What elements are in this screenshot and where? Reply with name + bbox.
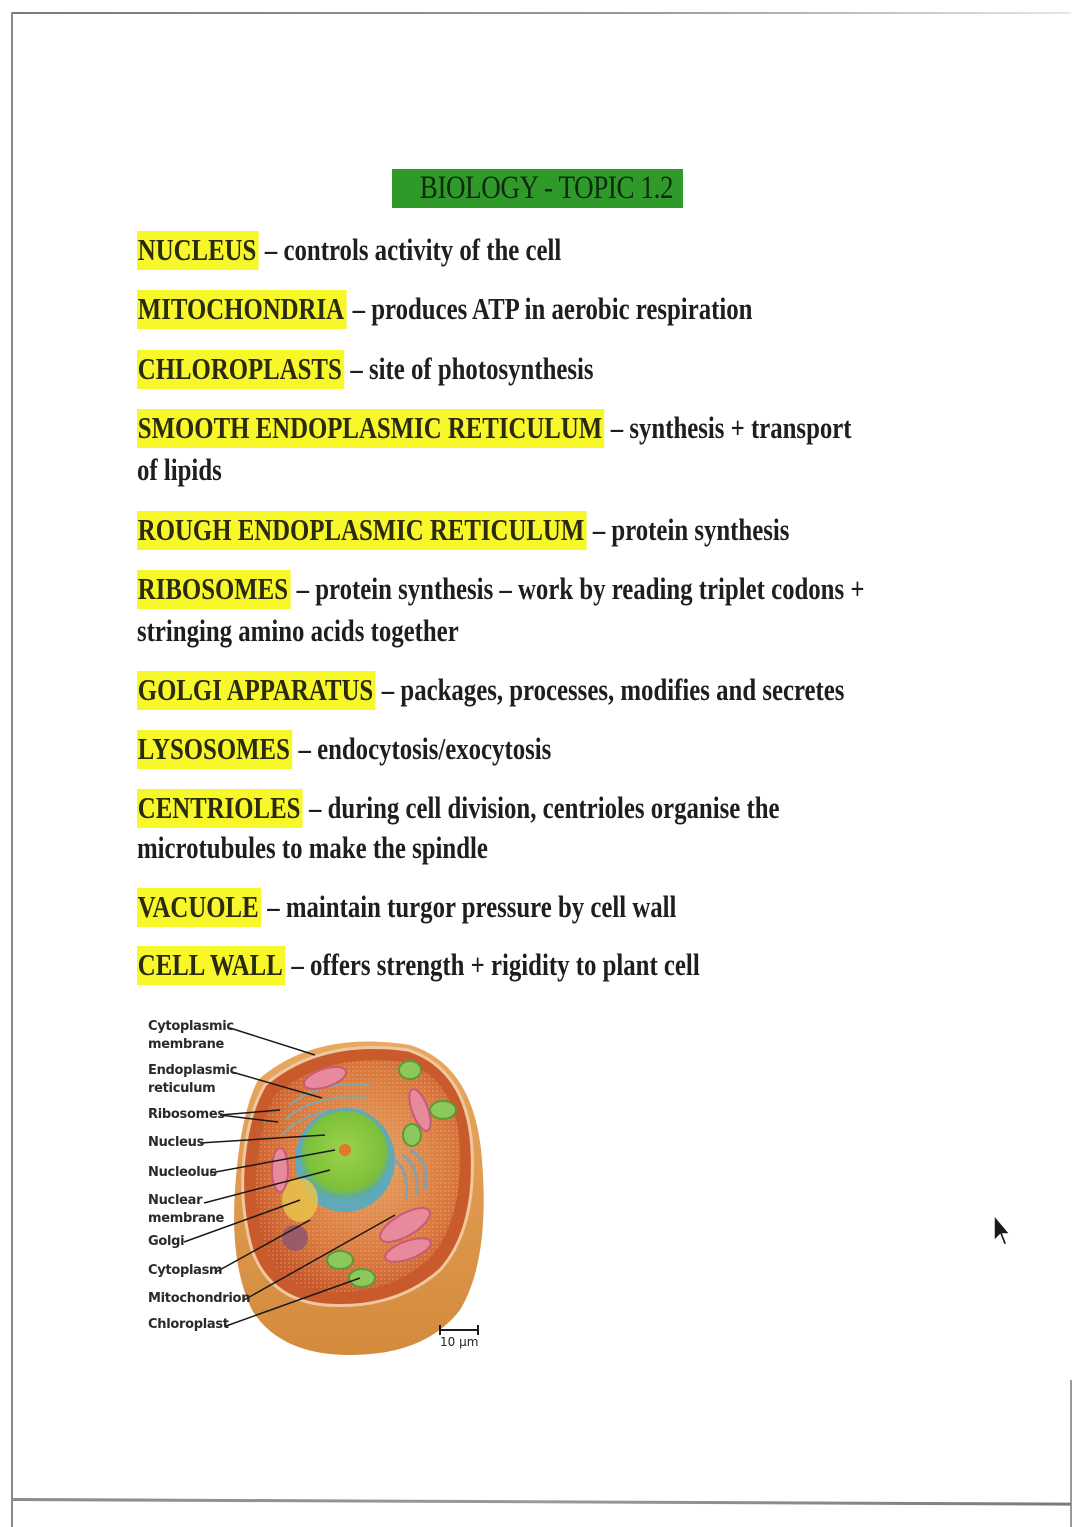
label-chloroplast: Chloroplast [148, 1317, 229, 1332]
entry-rough-er [137, 510, 789, 550]
label-golgi: Golgi [148, 1234, 185, 1249]
term-highlight: ROUGH ENDOPLASMIC RETICULUM [137, 511, 587, 550]
entry-golgi-apparatus [137, 670, 844, 710]
mouse-cursor-icon [992, 1213, 1012, 1249]
entry-mitochondria [137, 289, 752, 329]
scale-bar-label: 10 µm [440, 1335, 479, 1349]
entry-vacuole [137, 887, 676, 927]
label-cytoplasm: Cytoplasm [148, 1263, 223, 1278]
term-description: – site of photosynthesis [350, 351, 594, 386]
label-mitochondrion: Mitochondrion [148, 1291, 251, 1306]
page-frame-left [11, 12, 13, 1527]
term-highlight: RIBOSOMES [137, 570, 290, 609]
term-description: – produces ATP in aerobic respiration [352, 291, 753, 326]
plant-cell-diagram [140, 1010, 500, 1360]
term-description: – offers strength + rigidity to plant cell [291, 947, 700, 982]
term-highlight: LYSOSOMES [137, 730, 292, 769]
entry-continuation: stringing amino acids together [137, 613, 459, 648]
entry-ribosomes [137, 569, 864, 609]
entry-continuation: of lipids [137, 452, 222, 487]
entry-nucleus [137, 230, 561, 270]
term-highlight: CHLOROPLASTS [137, 350, 344, 389]
label-nucleolus: Nucleolus [148, 1165, 217, 1180]
entry-cell-wall [137, 945, 700, 985]
label-nuclear-membrane [148, 1192, 224, 1228]
entry-chloroplasts [137, 349, 594, 389]
entry-continuation: microtubules to make the spindle [137, 830, 488, 865]
label-nucleus: Nucleus [148, 1135, 205, 1150]
label-endoplasmic-reticulum [148, 1062, 237, 1098]
entry-smooth-er [137, 408, 852, 448]
term-description: – protein synthesis [592, 512, 790, 547]
label-cytoplasmic-membrane [148, 1018, 234, 1054]
page-frame-top [11, 12, 1071, 14]
term-highlight: VACUOLE [137, 888, 261, 927]
term-description: – packages, processes, modifies and secretes [381, 672, 845, 707]
label-line: Cytoplasmic [148, 1019, 234, 1034]
term-description: – during cell division, centrioles organise the [309, 790, 780, 825]
label-line: Endoplasmic [148, 1063, 238, 1078]
page-frame-bottom [11, 1498, 1071, 1506]
label-ribosomes: Ribosomes [148, 1107, 225, 1122]
page-title [392, 169, 683, 208]
term-description: – endocytosis/exocytosis [298, 731, 552, 766]
term-highlight: NUCLEUS [137, 231, 259, 270]
term-highlight: GOLGI APPARATUS [137, 671, 376, 710]
term-description: – synthesis + transport [610, 410, 852, 445]
term-description: – protein synthesis – work by reading triplet codons + [296, 571, 865, 606]
term-description: – controls activity of the cell [264, 232, 562, 267]
term-highlight: SMOOTH ENDOPLASMIC RETICULUM [137, 409, 605, 448]
entry-centrioles [137, 788, 780, 828]
page-title-text: BIOLOGY - TOPIC 1.2 [419, 170, 674, 206]
label-line: membrane [148, 1211, 225, 1226]
label-line: membrane [148, 1037, 225, 1052]
term-highlight: MITOCHONDRIA [137, 290, 346, 329]
term-highlight: CELL WALL [137, 946, 285, 985]
term-description: – maintain turgor pressure by cell wall [267, 889, 677, 924]
label-line: reticulum [148, 1081, 216, 1096]
label-line: Nuclear [148, 1193, 203, 1208]
entry-lysosomes [137, 729, 551, 769]
term-highlight: CENTRIOLES [137, 789, 303, 828]
